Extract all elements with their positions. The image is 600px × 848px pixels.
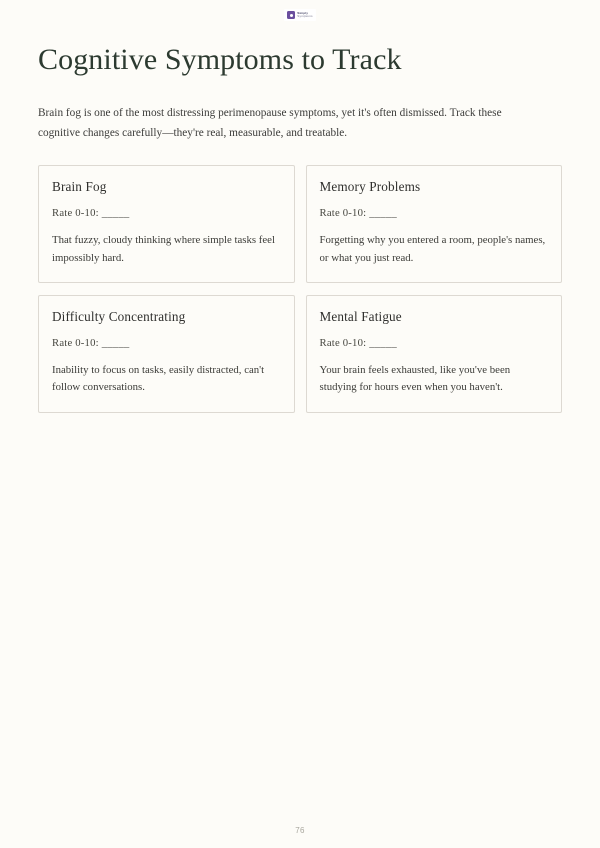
brand-line-2: Symptoms bbox=[297, 14, 313, 19]
symptom-description: That fuzzy, cloudy thinking where simple tasks feel impossibly hard. bbox=[52, 234, 275, 264]
symptom-rate-field[interactable]: Rate 0-10: _____ bbox=[52, 336, 130, 349]
symptom-card bbox=[306, 165, 563, 283]
symptom-description: Your brain feels exhausted, like you've been studying for hours even when you haven't. bbox=[319, 363, 511, 394]
symptom-card bbox=[38, 295, 295, 413]
purple-square-logo-icon bbox=[287, 11, 295, 19]
symptom-description: Forgetting why you entered a room, people's names, or what you just read. bbox=[319, 234, 546, 264]
symptom-rate-field[interactable]: Rate 0-10: _____ bbox=[52, 207, 130, 220]
page-number: 76 bbox=[295, 826, 305, 835]
symptom-card-title: Mental Fatigue bbox=[319, 309, 402, 325]
symptom-card bbox=[306, 295, 563, 413]
brand-line-1: Simply bbox=[297, 10, 309, 15]
symptom-card-title: Difficulty Concentrating bbox=[52, 309, 186, 325]
symptom-card-title: Brain Fog bbox=[52, 179, 107, 195]
symptom-card-grid bbox=[38, 165, 562, 413]
page-title: Cognitive Symptoms to Track bbox=[38, 43, 402, 76]
brand-header bbox=[0, 0, 600, 21]
brand-mark bbox=[284, 9, 315, 21]
symptom-card-title: Memory Problems bbox=[319, 179, 421, 195]
symptom-description: Inability to focus on tasks, easily distracted, can't follow conversations. bbox=[52, 363, 265, 394]
brand-wordmark bbox=[297, 12, 312, 19]
intro-paragraph: Brain fog is one of the most distressing perimenopause symptoms, yet it's often dismissed. Track these cognitive changes carefully—they're real, measurable, and treatable. bbox=[38, 107, 502, 139]
symptom-card bbox=[38, 165, 295, 283]
symptom-rate-field[interactable]: Rate 0-10: _____ bbox=[319, 207, 397, 220]
symptom-rate-field[interactable]: Rate 0-10: _____ bbox=[319, 336, 397, 349]
